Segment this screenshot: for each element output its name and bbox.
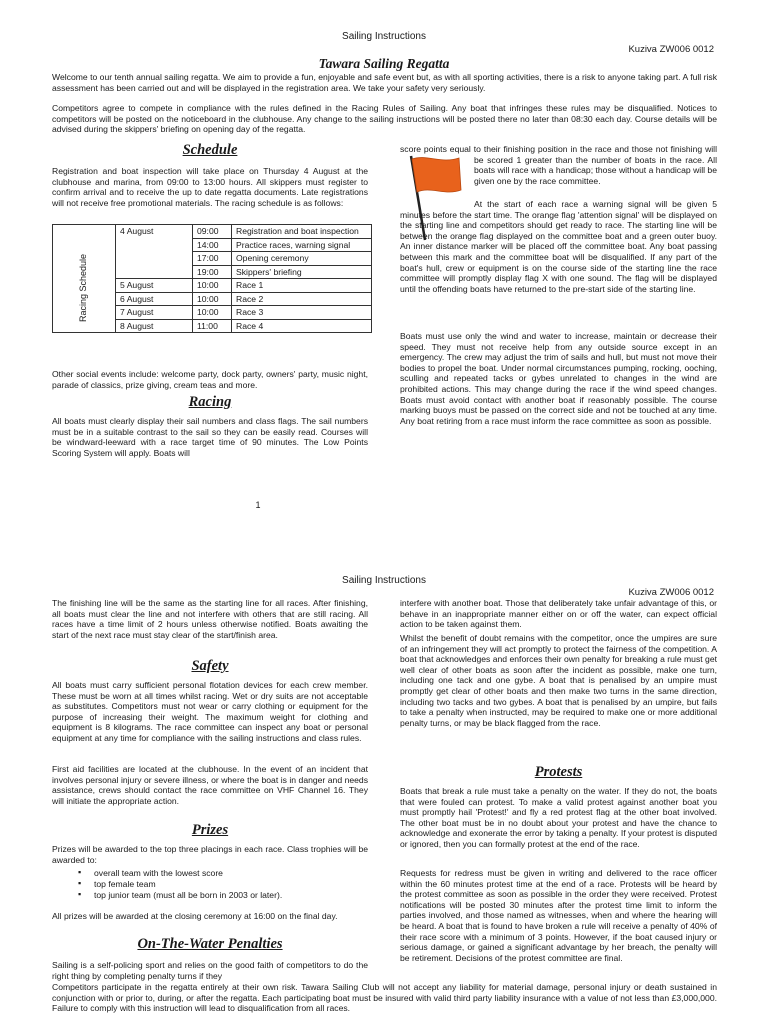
starting-procedure-text: At the start of each race a warning signal will be given 5 minutes before the start time. The orange flag 'attention signal' will be displayed on the starting line and competitors should get ready to race. The starting line will be between the orange flag displayed on the committee boat and a green outer buoy. An inner distance marker will be placed off the committee boat. Any boat passing between this mark and the committee boat will be disqualified. If any part of the boat's hull, crew or equipment is on the course side of the starting line the race committee will promptly display flag X with one sound. The flag will be displayed until the offending boats have returned to the pre-start side of the starting line. <box>400 199 717 294</box>
document-title: Tawara Sailing Regatta <box>318 56 450 71</box>
list-item: ▪ top junior team (must all be born in 2003 or later). <box>66 890 282 901</box>
list-item: ▪ overall team with the lowest score <box>66 868 282 879</box>
schedule-label: Racing Schedule <box>77 253 88 323</box>
schedule-heading: Schedule <box>182 142 238 158</box>
schedule-time: 14:00 <box>193 238 232 252</box>
safety-text-1: All boats must carry sufficient personal flotation devices for each crew member. These must be worn at all times whilst racing. Wet or dry suits are not acceptable as substitutes. Competitors must not wear or carry clothing or equipment for the purpose of increasing their weight. The maximum weight for clothing and equipment is 8 kilograms. The race committee can inspect any boat or personal equipment at any time for compliance with the sailing instructions and class rules. <box>52 680 368 743</box>
schedule-event: Practice races, warning signal <box>232 238 372 252</box>
penalties-continued-text: interfere with another boat. Those that deliberately take unfair advantage of this, or behave in an inappropriate manner either on or off the water, can expect official action to be taken against them. <box>400 598 717 630</box>
running-header: Sailing Instructions <box>342 575 426 586</box>
schedule-event: Registration and boat inspection <box>232 225 372 239</box>
schedule-time: 19:00 <box>193 265 232 279</box>
schedule-time: 10:00 <box>193 306 232 320</box>
racing-heading: Racing <box>188 394 232 410</box>
schedule-event: Opening ceremony <box>232 252 372 266</box>
racing-scoring-text: score points equal to their finishing position in the race and those not finishing will be scored 1 greater than the number of boats in the race. All boats will race with a handicap; those without a handicap will be given one by the race committee. <box>400 144 717 186</box>
schedule-date: 4 August <box>116 225 193 279</box>
protests-heading: Protests <box>534 764 583 780</box>
prizes-after-text: All prizes will be awarded at the closing ceremony at 16:00 on the final day. <box>52 911 338 921</box>
running-header: Sailing Instructions <box>342 31 426 42</box>
schedule-event: Race 4 <box>232 319 372 333</box>
prizes-heading: Prizes <box>191 822 229 838</box>
schedule-event: Race 1 <box>232 279 372 293</box>
umpire-penalties-text: Whilst the benefit of doubt remains with the competitor, once the umpires are sure of an infringement they will act promptly to protect the fairness of the competition. A boat that acknowledges and enforces their own penalty for breaking a rule must get well clear of other boats as soon after the incident as possible, make one turn, including one tack and one gybe. A boat that is penalised by an umpire must promptly get clear of other boats and then make two turns in the same direction, including two tacks and two gybes. A boat that is penalised by an umpire, but fails to take a penalty when instructed, may be required to make one or more additional penalty turns, or may be black flagged from the race. <box>400 633 717 728</box>
protests-text-2: Requests for redress must be given in writing and delivered to the race officer within the 60 minutes protest time at the end of a race. Protests will be heard by the protest committee as soon as possible in the order they were received. Protest notifications will be posted 30 minutes after the protest time limit to inform the parties involved, and those named as witnesses, when and where the hearing will be heard. A boat that is found to have broken a rule will receive a penalty of 40% of their race score with a minimum of 3 points. However, if the boat caused injury or serious damage, or gained a significant advantage by her breach, the penalty will be retirement. Decisions of the protest committee are final. <box>400 868 717 963</box>
schedule-time: 17:00 <box>193 252 232 266</box>
schedule-event: Race 2 <box>232 292 372 306</box>
schedule-label-cell <box>53 225 116 333</box>
social-events-text: Other social events include: welcome party, dock party, owners' party, music night, parade of classics, prize giving, cream teas and more. <box>52 369 368 390</box>
racing-text: All boats must clearly display their sail numbers and class flags. The sail numbers must be in a suitable contrast to the sail so they can be easily read. Courses will be windward-leeward with a race target time of 90 minutes. The Low Points Scoring System will apply. Boats will <box>52 416 368 458</box>
schedule-date: 6 August <box>116 292 193 306</box>
finishing-line-text: The finishing line will be the same as the starting line for all races. After finishing, all boats must clear the line and not interfere with others that are still racing. All races have a time limit of 2 hours unless otherwise notified. Boats awaiting the start of the next race must stay clear of the start/finish area. <box>52 598 368 640</box>
schedule-time: 10:00 <box>193 292 232 306</box>
protests-text-1: Boats that break a rule must take a penalty on the water. If they do not, the boats that were fouled can protest. To make a valid protest against another boat you must promptly hail 'Protest!' and fly a red protest flag at the other boat involved. The other boat must be in no doubt about your protest and have the chance to acknowledge and exonerate the error by taking a penalty. If your protest is disputed or ignored, then you can formally protest at the end of the race. <box>400 786 717 849</box>
penalties-heading: On-The-Water Penalties <box>137 936 283 952</box>
schedule-date: 8 August <box>116 319 193 333</box>
intro-paragraph-1: Welcome to our tenth annual sailing regatta. We aim to provide a fun, enjoyable and safe event but, as with all sporting activities, there is a risk to anyone taking part. A full risk assessment has been carried out and will be displayed in the registration area. We take your safety very seriously. <box>52 72 717 93</box>
schedule-time: 11:00 <box>193 319 232 333</box>
prizes-list <box>66 868 282 900</box>
schedule-time: 09:00 <box>193 225 232 239</box>
intro-paragraph-2: Competitors agree to compete in compliance with the rules defined in the Racing Rules of Sailing. Any boat that infringes these rules may be disqualified. Notices to competitors will be posted on the noticeboard in the clubhouse. Any change to the sailing instructions will be posted there no later than 08:30 each day. Course details will be advised during the skippers' briefing on opening day of the regatta. <box>52 103 717 135</box>
racing-schedule-table <box>52 224 372 333</box>
page-number: 1 <box>255 500 261 510</box>
schedule-event: Skippers' briefing <box>232 265 372 279</box>
list-item: ▪ top female team <box>66 879 282 890</box>
schedule-event: Race 3 <box>232 306 372 320</box>
propulsion-rules-text: Boats must use only the wind and water to increase, maintain or decrease their speed. They must not receive help from any outside source except in an emergency. The crew may adjust the trim of sails and hull, but must not move their bodies to propel the boat. Under normal circumstances pumping, rocking, ooching, sculling and repeated tacks or gybes unrelated to changes in the wind are prohibited actions. This may change during the race if the wind speed changes. Boats must avoid contact with another boat if reasonably possible. The course marking buoys must be passed on the correct side and not be touched at any time. Any boat retiring from a race must inform the race committee as soon as possible. <box>400 331 717 426</box>
schedule-time: 10:00 <box>193 279 232 293</box>
liability-text: Competitors participate in the regatta entirely at their own risk. Tawara Sailing Club will not accept any liability for material damage, personal injury or death sustained in conjunction with or prior to, during, or after the regatta. Each participating boat must be insured with valid third party liability insurance with a value of not less than £3,000,000. Failure to comply with this instruction will lead to disqualification from all races. <box>52 982 717 1014</box>
schedule-date: 5 August <box>116 279 193 293</box>
schedule-text: Registration and boat inspection will take place on Thursday 4 August at the clubhouse and marina, from 09:00 to 13:00 hours. All skippers must register to confirm arrival and to receive the up to date regatta documents. Late registrations will not receive free promotional materials. The racing schedule is as follows: <box>52 166 368 208</box>
document-reference: Kuziva ZW006 0012 <box>628 44 714 55</box>
schedule-date: 7 August <box>116 306 193 320</box>
document-reference: Kuziva ZW006 0012 <box>628 587 714 598</box>
table-row <box>53 225 372 239</box>
penalties-text: Sailing is a self-policing sport and relies on the good faith of competitors to do the right thing by completing penalty turns if they <box>52 960 368 981</box>
safety-text-2: First aid facilities are located at the clubhouse. In the event of an incident that involves personal injury or severe illness, or where the boat is in danger and needs assistance, crews should contact the race committee on VHF Channel 16. They will initiate the appropriate action. <box>52 764 368 806</box>
prizes-text: Prizes will be awarded to the top three placings in each race. Class trophies will be awarded to: <box>52 844 368 865</box>
safety-heading: Safety <box>191 658 229 674</box>
